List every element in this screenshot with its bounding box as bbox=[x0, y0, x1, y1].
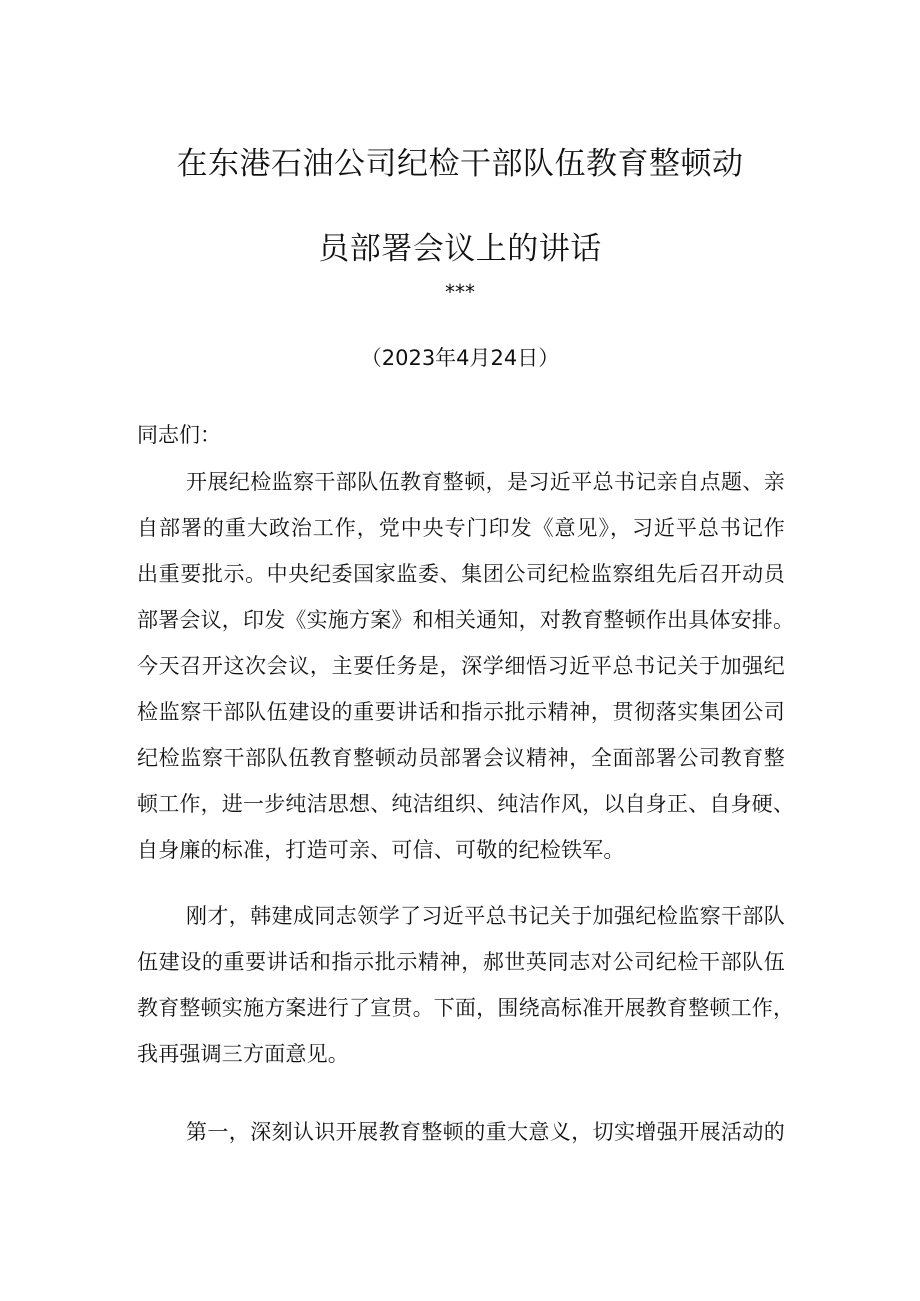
speech-date: （2023年4月24日） bbox=[360, 346, 560, 370]
paragraph-1-line-4: 部署会议，印发《实施方案》和相关通知，对教育整顿作出具体安排。 bbox=[137, 608, 795, 632]
paragraph-1-line-2: 自部署的重大政治工作，党中央专门印发《意见》，习近平总书记作 bbox=[137, 516, 785, 540]
greeting: 同志们： bbox=[137, 423, 221, 447]
document-title-line-2: 员部署会议上的讲话 bbox=[318, 231, 602, 267]
paragraph-1-line-9: 自身廉的标准，打造可亲、可信、可敬的纪检铁军。 bbox=[137, 838, 625, 862]
paragraph-1-line-3: 出重要批示。中央纪委国家监委、集团公司纪检监察组先后召开动员 bbox=[137, 562, 785, 586]
paragraph-2-line-4: 我再强调三方面意见。 bbox=[137, 1042, 349, 1066]
paragraph-1-line-8: 顿工作，进一步纯洁思想、纯洁组织、纯洁作风，以自身正、自身硬、 bbox=[137, 792, 795, 816]
document-title-line-1: 在东港石油公司纪检干部队伍教育整顿动 bbox=[176, 146, 744, 182]
paragraph-2-line-2: 伍建设的重要讲话和指示批示精神，郝世英同志对公司纪检干部队伍 bbox=[137, 950, 785, 974]
paragraph-1-line-7: 纪检监察干部队伍教育整顿动员部署会议精神，全面部署公司教育整 bbox=[137, 746, 785, 770]
paragraph-1-line-5: 今天召开这次会议，主要任务是，深学细悟习近平总书记关于加强纪 bbox=[137, 654, 785, 678]
paragraph-2-line-1: 刚才，韩建成同志领学了习近平总书记关于加强纪检监察干部队 bbox=[186, 904, 785, 928]
paragraph-3-line-1: 第一，深刻认识开展教育整顿的重大意义，切实增强开展活动的 bbox=[186, 1120, 785, 1144]
paragraph-1-line-6: 检监察干部队伍建设的重要讲话和指示批示精神，贯彻落实集团公司 bbox=[137, 700, 785, 724]
paragraph-2-line-3: 教育整顿实施方案进行了宣贯。下面，围绕高标准开展教育整顿工作， bbox=[137, 996, 795, 1020]
paragraph-1-line-1: 开展纪检监察干部队伍教育整顿，是习近平总书记亲自点题、亲 bbox=[186, 470, 785, 494]
author-placeholder: *** bbox=[445, 280, 475, 304]
